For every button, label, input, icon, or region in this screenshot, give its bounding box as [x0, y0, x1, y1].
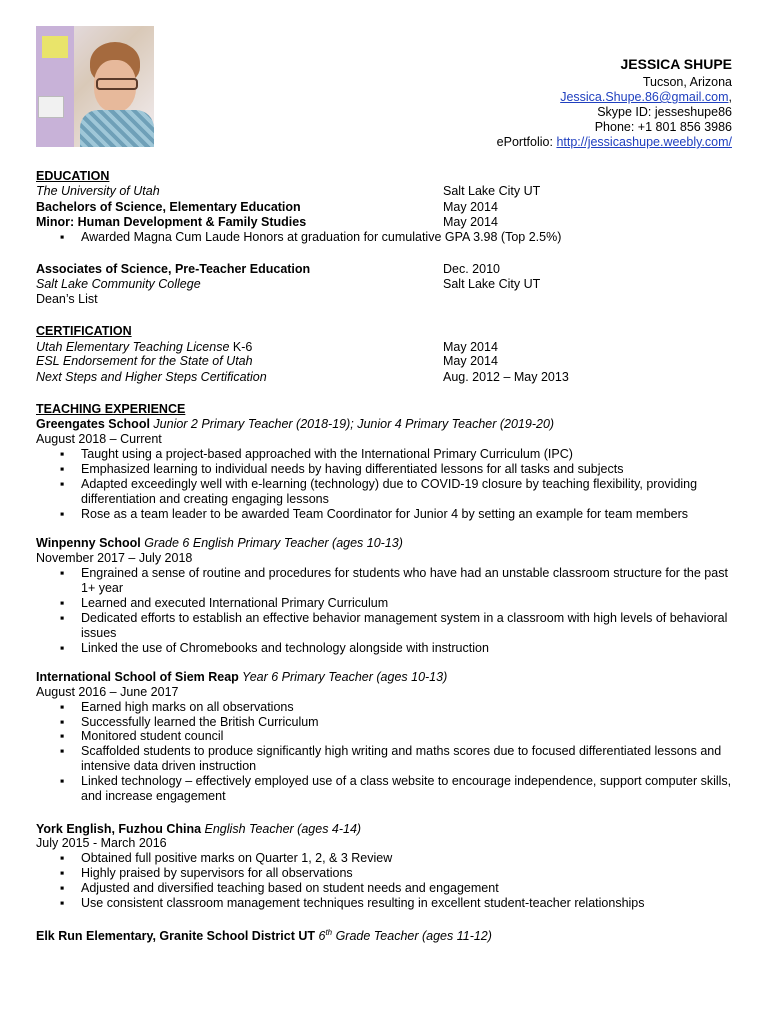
contact-header — [497, 57, 732, 150]
bachelor-date: May 2014 — [443, 200, 498, 214]
cert-teaching-license: Utah Elementary Teaching License K-6 — [36, 340, 253, 354]
list-item: Rose as a team leader to be awarded Team Coordinator for Junior 4 by setting an example for team members — [81, 507, 689, 521]
phone: Phone: +1 801 856 3986 — [594, 120, 732, 134]
bullet-icon: ▪ — [60, 896, 65, 910]
bullet-icon: ▪ — [60, 507, 65, 521]
list-item: Learned and executed International Primary Curriculum — [81, 596, 389, 610]
associate-degree: Associates of Science, Pre-Teacher Education — [36, 262, 311, 276]
honors-item: Awarded Magna Cum Laude Honors at graduation for cumulative GPA 3.98 (Top 2.5%) — [81, 230, 562, 244]
list-item: Successfully learned the British Curriculum — [81, 715, 319, 729]
cert-esl-date: May 2014 — [443, 354, 498, 368]
list-item: Monitored student council — [81, 729, 224, 743]
bullet-icon: ▪ — [60, 866, 65, 880]
bullet-icon: ▪ — [60, 715, 65, 729]
job-greengates-title: Greengates School Junior 2 Primary Teacher (2018-19); Junior 4 Primary Teacher (2019-20) — [36, 417, 555, 431]
list-item: Dedicated efforts to establish an effective behavior management system in a classroom with high levels of behavioral issues — [81, 611, 728, 640]
university-location: Salt Lake City UT — [443, 184, 541, 198]
college-name: Salt Lake Community College — [36, 277, 201, 291]
portfolio-label: ePortfolio: — [496, 135, 557, 149]
deans-list: Dean’s List — [36, 292, 98, 306]
bullet-icon: ▪ — [60, 851, 65, 865]
list-item: Obtained full positive marks on Quarter 1, 2, & 3 Review — [81, 851, 393, 865]
job-winpenny-title: Winpenny School Grade 6 English Primary Teacher (ages 10-13) — [36, 536, 403, 550]
minor-degree: Minor: Human Development & Family Studies — [36, 215, 307, 229]
job-york-dates: July 2015 - March 2016 — [36, 836, 167, 850]
bullet-icon: ▪ — [60, 881, 65, 895]
job-winpenny-dates: November 2017 – July 2018 — [36, 551, 193, 565]
bullet-icon: ▪ — [60, 729, 65, 743]
list-item: Engrained a sense of routine and procedures for students who have had an unstable classroom structure for the past 1+ year — [81, 566, 728, 595]
cert-next-steps: Next Steps and Higher Steps Certification — [36, 370, 267, 384]
cert-esl: ESL Endorsement for the State of Utah — [36, 354, 253, 368]
bullet-icon: ▪ — [60, 700, 65, 714]
bullet-icon: ▪ — [60, 641, 65, 655]
list-item: Use consistent classroom management techniques resulting in excellent student-teacher relationships — [81, 896, 645, 910]
bullet-icon: ▪ — [60, 596, 65, 610]
university-name: The University of Utah — [36, 184, 160, 198]
list-item: Linked the use of Chromebooks and technology alongside with instruction — [81, 641, 489, 655]
certification-heading: CERTIFICATION — [36, 324, 132, 338]
bullet-icon: ▪ — [60, 477, 65, 491]
cert-next-steps-date: Aug. 2012 – May 2013 — [443, 370, 569, 384]
list-item: Adapted exceedingly well with e-learning (technology) due to COVID-19 closure by teaching flexibility, providing differentiation and creating engaging lessons — [81, 477, 698, 506]
bullet-icon: ▪ — [60, 744, 65, 758]
candidate-name: JESSICA SHUPE — [620, 56, 732, 72]
skype-id: Skype ID: jesseshupe86 — [597, 105, 732, 119]
experience-heading: TEACHING EXPERIENCE — [36, 402, 186, 416]
list-item: Adjusted and diversified teaching based on student needs and engagement — [81, 881, 499, 895]
bullet-icon: ▪ — [60, 774, 65, 788]
job-siem-reap-dates: August 2016 – June 2017 — [36, 685, 179, 699]
profile-photo — [36, 26, 154, 147]
email-suffix: , — [728, 90, 732, 104]
college-location: Salt Lake City UT — [443, 277, 541, 291]
cert-teaching-license-date: May 2014 — [443, 340, 498, 354]
bullet-icon: ▪ — [60, 611, 65, 625]
job-elk-run-title: Elk Run Elementary, Granite School District UT 6th Grade Teacher (ages 11-12) — [36, 928, 492, 944]
minor-date: May 2014 — [443, 215, 498, 229]
job-york-title: York English, Fuzhou China English Teacher (ages 4-14) — [36, 822, 362, 836]
list-item: Taught using a project-based approached with the International Primary Curriculum (IPC) — [81, 447, 573, 461]
list-item: Linked technology – effectively employed use of a class website to encourage independence, support computer skills, and increase engagement — [81, 774, 732, 803]
list-item: Emphasized learning to individual needs by having differentiated lessons for all tasks and subjects — [81, 462, 624, 476]
associate-date: Dec. 2010 — [443, 262, 500, 276]
portfolio-link[interactable]: http://jessicashupe.weebly.com/ — [556, 135, 732, 149]
bullet-icon: ▪ — [60, 230, 65, 244]
bachelor-degree: Bachelors of Science, Elementary Education — [36, 200, 301, 214]
list-item: Scaffolded students to produce significantly high writing and maths scores due to focused differentiated lessons and intensive data driven instruction — [81, 744, 722, 773]
location: Tucson, Arizona — [642, 75, 732, 89]
list-item: Highly praised by supervisors for all observations — [81, 866, 353, 880]
list-item: Earned high marks on all observations — [81, 700, 294, 714]
bullet-icon: ▪ — [60, 566, 65, 580]
education-heading: EDUCATION — [36, 169, 110, 183]
job-greengates-dates: August 2018 – Current — [36, 432, 162, 446]
job-siem-reap-title: International School of Siem Reap Year 6 Primary Teacher (ages 10-13) — [36, 670, 448, 684]
email-link[interactable]: Jessica.Shupe.86@gmail.com — [560, 90, 729, 104]
bullet-icon: ▪ — [60, 462, 65, 476]
bullet-icon: ▪ — [60, 447, 65, 461]
